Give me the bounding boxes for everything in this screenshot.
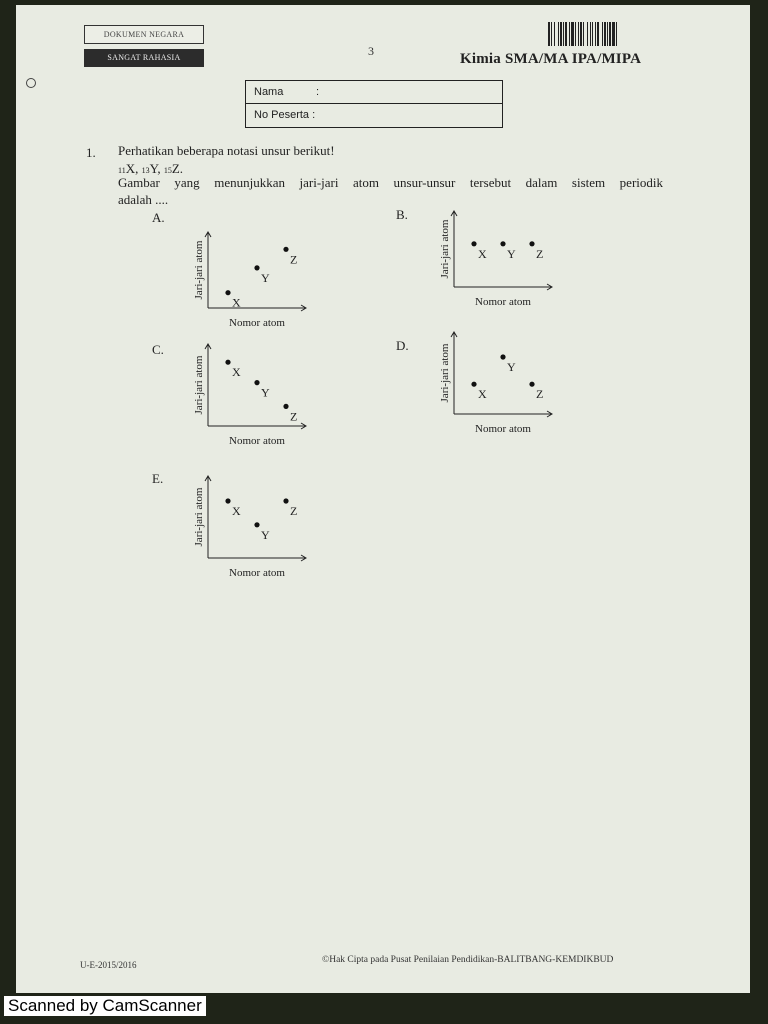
point-label-z: Z — [290, 252, 298, 267]
y-axis-label: Jari-jari atom — [439, 219, 451, 279]
participant-label: No Peserta : — [254, 109, 316, 121]
option-a-graph[interactable] — [188, 226, 313, 330]
option-c-graph[interactable] — [188, 338, 313, 448]
classification-badge: SANGAT RAHASIA — [84, 49, 204, 67]
option-e-graph[interactable] — [188, 470, 313, 580]
question-number: 1. — [86, 145, 96, 160]
point-label-z: Z — [290, 504, 298, 518]
data-point-y — [254, 265, 259, 270]
x-axis-label: Nomor atom — [229, 317, 285, 329]
data-point-z — [283, 404, 288, 409]
data-point-y — [254, 522, 259, 527]
x-axis-label: Nomor atom — [229, 435, 285, 447]
point-label-z: Z — [536, 387, 544, 402]
option-a-letter[interactable]: A. — [152, 210, 165, 225]
option-d-graph[interactable] — [434, 326, 559, 436]
question-instruction: Perhatikan beberapa notasi unsur berikut! — [118, 143, 335, 158]
data-point-x — [225, 498, 230, 503]
option-d-letter[interactable]: D. — [396, 338, 409, 353]
name-label: Nama — [254, 86, 284, 98]
data-point-z — [529, 241, 534, 246]
y-axis-label: Jari-jari atom — [193, 355, 205, 415]
scanner-watermark: Scanned by CamScanner — [4, 996, 206, 1016]
data-point-x — [225, 360, 230, 365]
point-label-x: X — [232, 295, 241, 310]
participant-row — [246, 103, 502, 126]
notation-sep: , — [157, 161, 164, 176]
subject-title: Kimia SMA/MA IPA/MIPA — [460, 51, 642, 67]
notation-symbol-x: X — [125, 161, 136, 176]
point-label-y: Y — [261, 385, 270, 400]
point-label-y: Y — [507, 360, 516, 374]
point-label-y: Y — [261, 270, 270, 285]
option-c-letter[interactable]: C. — [152, 342, 164, 357]
point-label-y: Y — [261, 527, 270, 542]
point-label-x: X — [232, 365, 241, 380]
data-point-z — [283, 247, 288, 252]
x-axis-label: Nomor atom — [475, 423, 531, 435]
point-label-y: Y — [507, 246, 516, 261]
option-b-graph[interactable] — [434, 205, 559, 309]
punch-hole-icon — [26, 78, 36, 88]
data-point-z — [283, 498, 288, 503]
data-point-x — [471, 382, 476, 387]
notation-sub-z: 15 — [163, 166, 172, 175]
point-label-x: X — [232, 504, 241, 518]
data-point-x — [471, 241, 476, 246]
x-axis-label: Nomor atom — [475, 296, 531, 308]
name-colon: : — [316, 86, 320, 98]
point-label-x: X — [478, 387, 487, 402]
point-label-z: Z — [290, 409, 298, 424]
notation-sub-y: 13 — [141, 166, 150, 175]
question-text: Gambar yang menunjukkan jari-jari atom unsur-unsur tersebut dalam sistem periodik — [118, 175, 663, 190]
y-axis-label: Jari-jari atom — [193, 487, 205, 547]
y-axis-label: Jari-jari atom — [439, 343, 451, 403]
point-label-x: X — [478, 246, 487, 261]
data-point-z — [529, 382, 534, 387]
footer-code: U-E-2015/2016 — [80, 960, 137, 970]
data-point-y — [254, 380, 259, 385]
footer-copyright: ©Hak Cipta pada Pusat Penilaian Pendidikan-BALITBANG-KEMDIKBUD — [322, 955, 614, 965]
option-b-letter[interactable]: B. — [396, 207, 408, 222]
identity-box — [245, 80, 503, 128]
notation-sep: , — [135, 161, 142, 176]
page-number: 3 — [368, 44, 374, 58]
y-axis-label: Jari-jari atom — [193, 240, 205, 300]
notation-symbol-y: Y — [149, 161, 158, 176]
notation-sep: . — [179, 161, 184, 176]
name-row — [246, 81, 502, 103]
question-text-end: adalah .... — [118, 192, 169, 207]
data-point-y — [500, 241, 505, 246]
notation-symbol-z: Z — [171, 161, 180, 176]
notation-sub-x: 11 — [118, 166, 126, 175]
data-point-y — [500, 354, 505, 359]
point-label-z: Z — [536, 246, 544, 261]
x-axis-label: Nomor atom — [229, 567, 285, 579]
doc-label-badge: DOKUMEN NEGARA — [84, 25, 204, 44]
option-e-letter[interactable]: E. — [152, 471, 164, 486]
data-point-x — [225, 290, 230, 295]
barcode-icon — [548, 22, 666, 46]
